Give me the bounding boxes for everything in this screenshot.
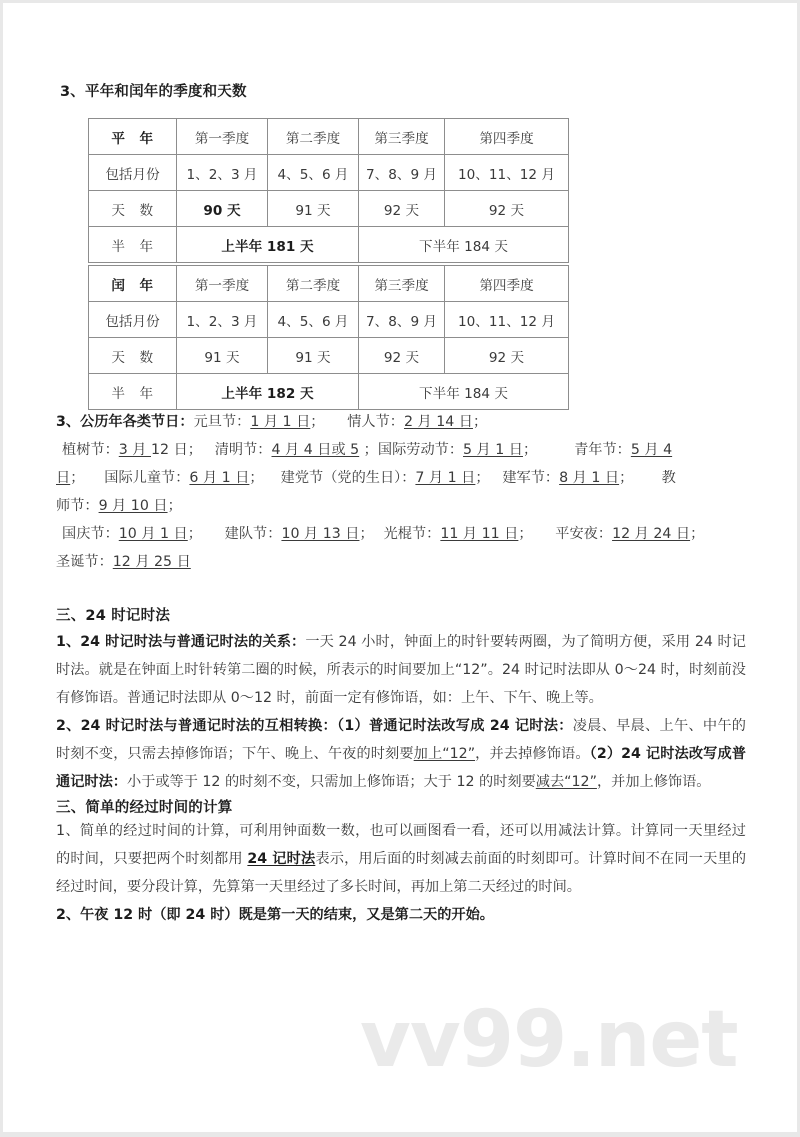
holidays-line-5 [56, 520, 746, 548]
holiday-date-jianjun: 8 月 1 日 [559, 470, 620, 486]
holiday-date-guoqing: 10 月 1 日 [118, 526, 188, 542]
section-24h [56, 604, 746, 929]
holidays-line-3 [56, 464, 746, 492]
months-q1: 1、2、3 月 [177, 155, 268, 191]
days-q3: 92 天 [359, 191, 445, 227]
holiday-label-zhishu: 植树节： [62, 442, 119, 458]
table-corner-label: 闰 年 [89, 266, 177, 302]
holiday-label-qingming: 清明节： [214, 442, 272, 458]
days-q2: 91 天 [268, 338, 359, 374]
half-year-second: 下半年 184 天 [359, 374, 569, 410]
quarter-header-2: 第二季度 [268, 266, 359, 302]
table-row [89, 119, 569, 155]
holiday-date-guanggun: 11 月 11 日 [440, 526, 519, 542]
holiday-date-qingnian-cont: 日 [56, 470, 71, 486]
holiday-date-qingren: 2 月 14 日 [403, 414, 473, 430]
holiday-date-shengdan: 12 月 25 日 [112, 554, 191, 570]
section-elapsed-heading: 三、简单的经过时间的计算 [56, 800, 233, 816]
holiday-label-jiandang: 建党节（党的生日）： [280, 470, 416, 486]
months-q1: 1、2、3 月 [177, 302, 268, 338]
page-edge-left [0, 0, 3, 1137]
sep: ； [249, 470, 264, 486]
holidays-lead: 3、公历年各类节日： [56, 414, 194, 430]
item2-bold-lead-a: 2、24 时记时法与普通记时法的互相转换：（1）普通记时法改写成 24 记时法： [56, 718, 573, 734]
table-row [89, 338, 569, 374]
quarter-header-3: 第三季度 [359, 119, 445, 155]
holiday-label-jiaoshi-part: 教 [661, 470, 676, 486]
holiday-date-zhishu-day: 12 日； [151, 442, 202, 458]
row-label-half-year: 半 年 [89, 374, 177, 410]
holiday-label-laodong: 国际劳动节： [377, 442, 464, 458]
item2-bold-lead-b: （2）24 记时法改写成普通记时法： [56, 746, 746, 790]
common-year-quarters-table [88, 118, 569, 263]
holiday-date-qingming: 4 月 4 日或 5 [271, 442, 360, 458]
item2-body-a: 凌晨、早晨、上午、中午的时刻不变，只需去掉修饰语；下午、晚上、午夜的时刻要 [56, 718, 746, 762]
item2-body-b: ，并去掉修饰语。 [475, 746, 590, 762]
elapsed-body-b: 表示，用后面的时刻减去前面的时刻即可。计算时间不在同一天里的经过时间，要分段计算，先算第一天里经过了多长时间，再加上第二天经过的时间。 [56, 851, 747, 895]
section-elapsed-item-2: 2、午夜 12 时（即 24 时）既是第一天的结束，又是第二天的开始。 [56, 907, 494, 923]
holiday-label-yuandan: 元旦节： [193, 414, 251, 430]
holidays-line-6 [56, 548, 746, 576]
months-q3: 7、8、9 月 [359, 155, 445, 191]
section-elapsed-item-1 [56, 817, 746, 901]
table-row [89, 374, 569, 410]
quarter-header-1: 第一季度 [177, 119, 268, 155]
holiday-label-shengdan: 圣诞节： [56, 554, 113, 570]
holiday-date-zhishu-month: 3 月 [118, 442, 151, 458]
site-watermark: vv99.net [360, 995, 738, 1085]
quarter-header-3: 第三季度 [359, 266, 445, 302]
item1-bold-lead: 1、24 时记时法与普通记时法的关系： [56, 634, 306, 650]
days-q4: 92 天 [445, 338, 569, 374]
sep: ； [310, 414, 325, 430]
quarter-header-1: 第一季度 [177, 266, 268, 302]
holiday-label-jiandui: 建队节： [224, 526, 282, 542]
page-edge-top [0, 0, 800, 3]
sep: ； [70, 470, 85, 486]
holiday-date-yuandan: 1 月 1 日 [250, 414, 311, 430]
item2-underline-a: 加上“12” [413, 746, 476, 762]
elapsed-underline: 24 记时法 [247, 851, 316, 867]
holiday-date-pinganye: 12 月 24 日 [612, 526, 691, 542]
holiday-date-jiaoshi: 9 月 10 日 [98, 498, 168, 514]
holidays-line-4 [56, 492, 746, 520]
section-24h-item-1 [56, 628, 746, 712]
holiday-label-pinganye: 平安夜： [555, 526, 613, 542]
holidays-line-1 [56, 408, 746, 436]
holiday-label-qingnian: 青年节： [574, 442, 631, 458]
sep: ； [187, 526, 202, 542]
holiday-label-guanggun: 光棍节： [383, 526, 441, 542]
holiday-date-jiandang: 7 月 1 日 [415, 470, 476, 486]
sep: ； [167, 498, 182, 514]
holiday-date-qingnian: 5 月 4 [630, 442, 673, 458]
quarters-section-heading: 3、平年和闰年的季度和天数 [60, 84, 247, 100]
leap-year-quarters-table [88, 265, 569, 410]
page-edge-bottom [0, 1132, 800, 1137]
sep: ； [619, 470, 634, 486]
holiday-date-laodong: 5 月 1 日 [463, 442, 523, 458]
months-q3: 7、8、9 月 [359, 302, 445, 338]
table-row [89, 191, 569, 227]
table-row [89, 266, 569, 302]
item1-body: 一天 24 小时，钟面上的时针要转两圈，为了简明方便，采用 24 时记时法。就是在钟面上时针转第二圈的时候，所表示的时间要加上“12”。24 时记时法即从 0～24 时，时刻前没有修饰语。普通记时法即从 0～12 时，前面一定有修饰语，如：上午、下午、晚上等。 [56, 634, 746, 706]
elapsed-body-a: 1、简单的经过时间的计算，可利用钟面数一数，也可以画图看一看，还可以用减法计算。计算同一天里经过的时间，只要把两个时刻都用 [56, 823, 746, 867]
row-label-days: 天 数 [89, 338, 177, 374]
days-q4: 92 天 [445, 191, 569, 227]
sep: ； [518, 526, 533, 542]
sep: ； [475, 470, 490, 486]
sep: ； [690, 526, 705, 542]
table-corner-label: 平 年 [89, 119, 177, 155]
half-year-first: 上半年 181 天 [177, 227, 359, 263]
sep: ； [472, 414, 488, 430]
months-q2: 4、5、6 月 [268, 302, 359, 338]
quarter-header-4: 第四季度 [445, 119, 569, 155]
item2-body-c: 小于或等于 12 的时刻不变，只需加上修饰语；大于 12 的时刻要 [126, 774, 536, 790]
months-q2: 4、5、6 月 [268, 155, 359, 191]
half-year-first: 上半年 182 天 [177, 374, 359, 410]
table-row [89, 155, 569, 191]
holiday-label-ertong: 国际儿童节： [104, 470, 190, 486]
section-24h-item-2 [56, 712, 746, 796]
sep: ； [522, 442, 538, 458]
sep: ； [359, 442, 378, 458]
holiday-label-jianjun: 建军节： [502, 470, 560, 486]
months-q4: 10、11、12 月 [445, 302, 569, 338]
item2-underline-b: 减去“12” [535, 774, 597, 790]
half-year-second: 下半年 184 天 [359, 227, 569, 263]
holidays-section [56, 408, 746, 576]
sep: ； [359, 526, 374, 542]
table-row [89, 227, 569, 263]
row-label-months: 包括月份 [89, 302, 177, 338]
section-24h-heading: 三、24 时记时法 [56, 608, 171, 624]
months-q4: 10、11、12 月 [445, 155, 569, 191]
holiday-label-guoqing: 国庆节： [62, 526, 119, 542]
holiday-date-jiandui: 10 月 13 日 [281, 526, 360, 542]
holiday-date-ertong: 6 月 1 日 [189, 470, 250, 486]
row-label-days: 天 数 [89, 191, 177, 227]
days-q1: 91 天 [177, 338, 268, 374]
table-row [89, 302, 569, 338]
days-q2: 91 天 [268, 191, 359, 227]
row-label-months: 包括月份 [89, 155, 177, 191]
item2-body-d: ，并加上修饰语。 [596, 774, 711, 790]
holiday-label-jiaoshi-cont: 师节： [56, 498, 99, 514]
days-q3: 92 天 [359, 338, 445, 374]
quarter-header-2: 第二季度 [268, 119, 359, 155]
row-label-half-year: 半 年 [89, 227, 177, 263]
holidays-line-2 [56, 436, 746, 464]
quarter-header-4: 第四季度 [445, 266, 569, 302]
holiday-label-qingren: 情人节： [347, 414, 404, 430]
days-q1: 90 天 [177, 191, 268, 227]
